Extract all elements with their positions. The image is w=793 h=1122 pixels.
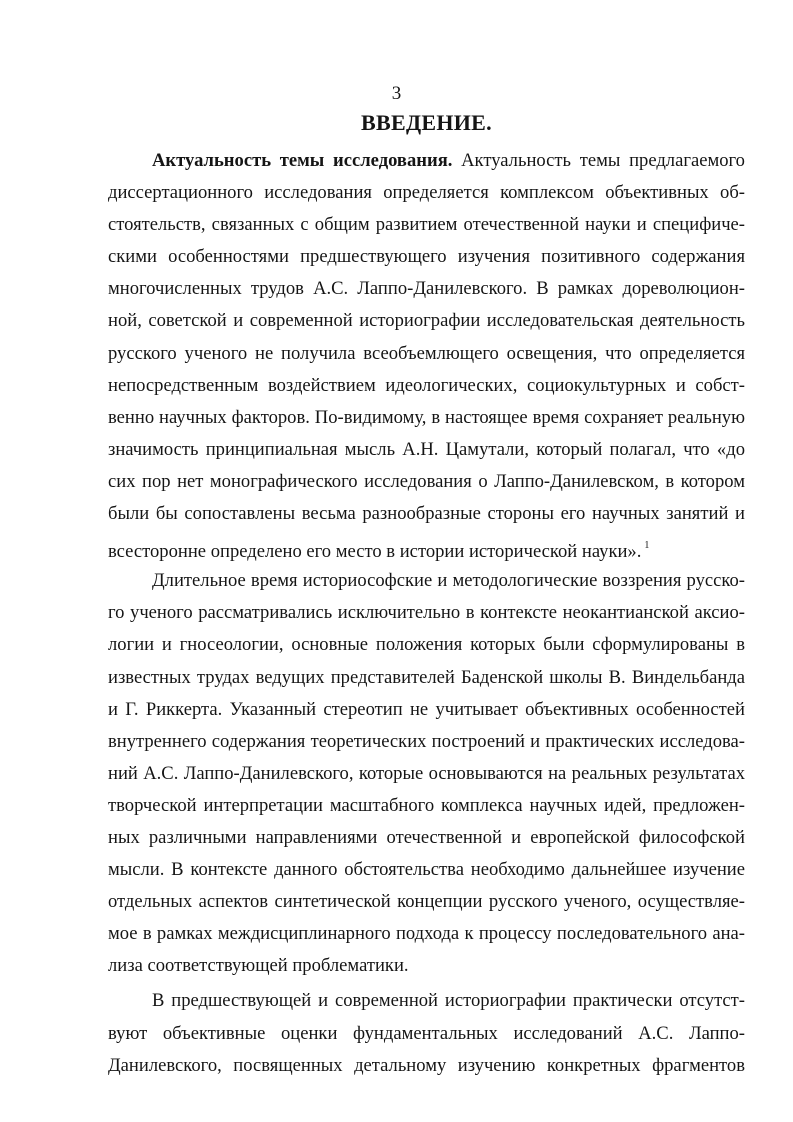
text-line: внутреннего содержания теоретических построений и практических исследова- [108,730,745,752]
footnote-reference: 1 [644,540,650,552]
text-line: многочисленных трудов А.С. Лаппо-Данилевского. В рамках дореволюцион- [108,278,745,300]
text-line: ной, советской и современной историографии исследовательская деятельность [108,310,745,332]
text-line: лиза соответствующей проблематики. [108,955,409,977]
text-line: всесторонне определено его место в истории исторической науки». $^1$ [108,540,650,563]
paragraph-assessments [108,985,745,1081]
text-line: сих пор нет монографического исследования о Лаппо-Данилевском, в котором [108,470,745,492]
text-line: значимость принципиальная мысль А.Н. Цамутали, который полагал, что «до [108,438,745,460]
text-line: мое в рамках междисциплинарного подхода к процессу последовательного ана- [108,923,745,945]
text-line: были бы сопоставлены весьма разнообразные стороны его научных занятий и [108,503,745,525]
text-line: Актуальность темы исследования. Актуальность темы предлагаемого [152,150,745,171]
paragraph-lead: Актуальность темы исследования. [152,150,453,171]
text-line: Данилевского, посвященных детальному изучению конкретных фрагментов [108,1054,745,1076]
text-line: мысли. В контексте данного обстоятельства необходимо дальнейшее изучение [108,859,745,881]
text-line: творческой интерпретации масштабного комплекса научных идей, предложен- [108,794,745,816]
text-line: известных трудах ведущих представителей Баденской школы В. Виндельбанда [108,666,745,688]
text-line: диссертационного исследования определяется комплексом объективных об- [108,182,745,204]
text-line: и Г. Риккерта. Указанный стереотип не учитывает объективных особенностей [108,698,745,720]
text-line: В предшествующей и современной историографии практически отсутст- [152,990,745,1012]
text-line: го ученого рассматривались исключительно в контексте неокантианской аксио- [108,602,745,624]
paragraph-historiography [108,565,745,982]
text-line: русского ученого не получила всеобъемлющего освещения, что определяется [108,342,745,364]
text-line: ний А.С. Лаппо-Данилевского, которые основываются на реальных результатах [108,762,745,784]
text-line: вуют объективные оценки фундаментальных исследований А.С. Лаппо- [108,1022,745,1044]
text-line: отдельных аспектов синтетической концепции русского ученого, осуществляе- [108,891,745,913]
text-line: Длительное время историософские и методологические воззрения русско- [152,570,745,592]
text-line: ных различными направлениями отечественной и европейской философской [108,826,745,848]
page-number: 3 [391,83,402,104]
text-line: логии и гносеологии, основные положения которых были сформулированы в [108,634,745,656]
text-line: непосредственным воздействием идеологических, социокультурных и собст- [108,374,745,396]
text-line: венно научных факторов. По-видимому, в настоящее время сохраняет реальную [108,406,745,428]
body-text [108,145,745,1082]
text-line: скими особенностями предшествующего изучения позитивного содержания [108,246,745,268]
text-line: стоятельств, связанных с общим развитием отечественной науки и специфиче- [108,214,745,236]
paragraph-relevance [108,145,745,562]
section-title: ВВЕДЕНИЕ. [361,110,492,135]
